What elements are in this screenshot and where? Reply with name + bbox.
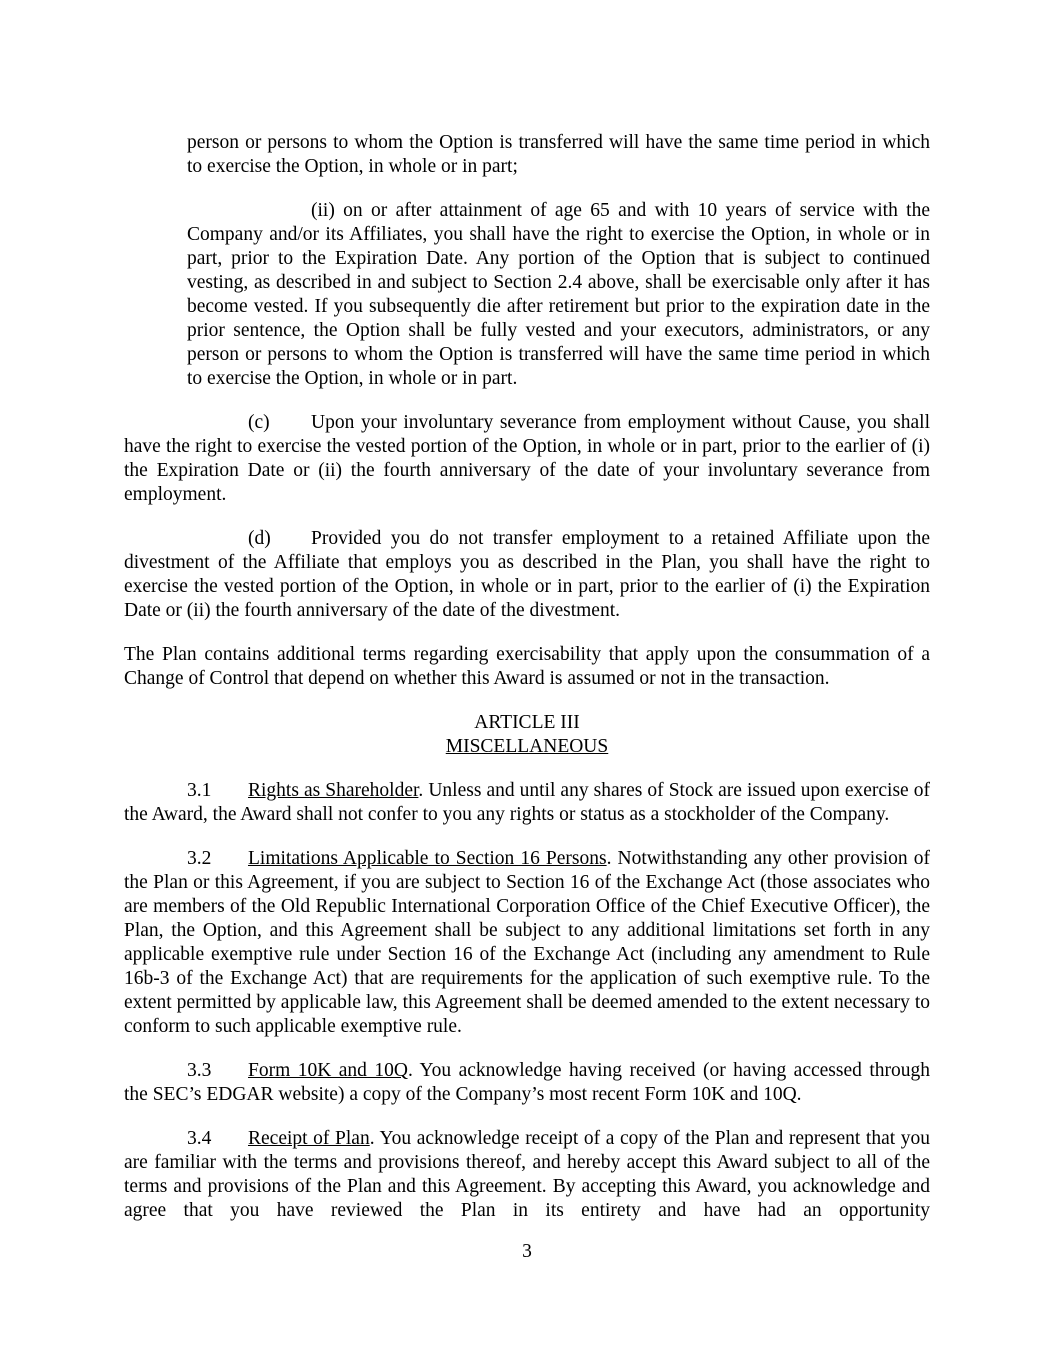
article-heading <box>124 711 930 759</box>
section-number: 3.3 <box>187 1060 212 1081</box>
paragraph-continuation: person or persons to whom the Option is transferred will have the same time period in which to exercise the Option, in whole or in part; <box>187 132 930 177</box>
section-number: 3.2 <box>187 848 212 869</box>
section-heading: Rights as Shareholder <box>248 780 419 801</box>
article-number: ARTICLE III <box>474 712 580 733</box>
article-title-text: MISCELLANEOUS <box>445 736 609 757</box>
clause-text: (ii) on or after attainment of age 65 and with 10 years of service with the Company and/or its Affiliates, you shall have the right to exercise the Option, in whole or in part, prior to the Expiration Date. Any portion of the Option that is subject to continued vesting, as described in and subject to Section 2.4 above, shall be exercisable only after it has become vested. If you subsequently die after retirement but prior to the expiration date in the prior sentence, the Option shall be fully vested and your executors, administrators, or any person or persons to whom the Option is transferred will have the same time period in which to exercise the Option, in whole or in part. <box>187 200 930 389</box>
page-number: 3 <box>522 1241 532 1262</box>
paragraph-change-of-control: The Plan contains additional terms regarding exercisability that apply upon the consummation of a Change of Control that depend on whether this Award is assumed or not in the transaction. <box>124 644 930 689</box>
section-text: . You acknowledge receipt of a copy of the Plan and represent that you are familiar with the terms and provisions thereof, and hereby accept this Award subject to all of the terms and provisions of the Plan and this Agreement. By accepting this Award, you acknowledge and agree that you have reviewed the Plan in its entirety and have had an opportunity <box>124 1128 931 1221</box>
section-text: . Notwithstanding any other provision of the Plan or this Agreement, if you are subject to Section 16 of the Exchange Act (those associates who are members of the Old Republic International Corporation Office of the Chief Executive Officer), the Plan, the Option, and this Agreement shall be subject to any additional limitations set forth in any applicable exemptive rule under Section 16 of the Exchange Act (including any amendment to Rule 16b-3 of the Exchange Act) that are requirements for the application of such exemptive rule. To the extent permitted by applicable law, this Agreement shall be deemed amended to the extent necessary to conform to such applicable exemptive rule. <box>124 848 930 1037</box>
clause-text: Upon your involuntary severance from employment without Cause, you shall have the right to exercise the vested portion of the Option, in whole or in part, prior to the earlier of (i) the Expiration Date or (ii) the fourth anniversary of the date of your involuntary severance from employment. <box>124 412 930 505</box>
section-3-1 <box>124 779 930 827</box>
section-heading: Receipt of Plan <box>248 1128 370 1149</box>
section-text: . You acknowledge having received (or having accessed through the SEC’s EDGAR website) a copy of the Company’s most recent Form 10K and 10Q. <box>124 1060 930 1105</box>
section-heading: Limitations Applicable to Section 16 Persons <box>248 848 607 869</box>
document-body <box>124 131 930 1264</box>
clause-text: Provided you do not transfer employment to a retained Affiliate upon the divestment of the Affiliate that employs you as described in the Plan, you shall have the right to exercise the vested portion of the Option, in whole or in part, prior to the earlier of (i) the Expiration Date or (ii) the fourth anniversary of the date of the divestment. <box>124 528 930 621</box>
paragraph-d <box>124 527 930 623</box>
section-3-4 <box>124 1127 930 1223</box>
section-3-2 <box>124 847 930 1039</box>
paragraph-c <box>124 411 930 507</box>
section-number: 3.4 <box>187 1128 212 1149</box>
section-heading: Form 10K and 10Q <box>248 1060 408 1081</box>
paragraph-ii <box>187 199 930 391</box>
clause-label: (d) <box>248 528 271 549</box>
article-title <box>124 735 930 759</box>
section-number: 3.1 <box>187 780 212 801</box>
section-text: . Unless and until any shares of Stock are issued upon exercise of the Award, the Award shall not confer to you any rights or status as a stockholder of the Company. <box>124 780 930 825</box>
clause-label: (c) <box>248 412 270 433</box>
section-3-3 <box>124 1059 930 1107</box>
